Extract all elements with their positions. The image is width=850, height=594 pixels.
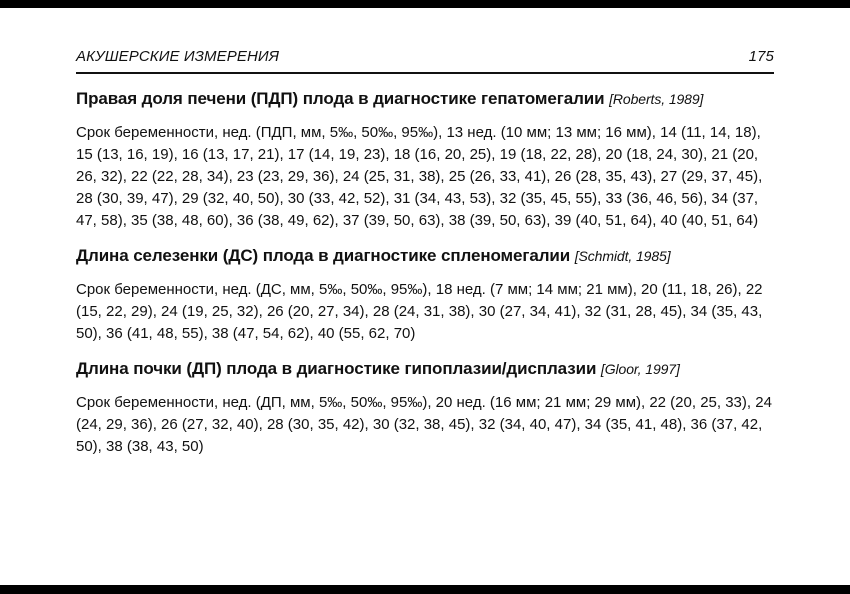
section-kidney [76,358,776,458]
section-citation: [Schmidt, 1985] [574,248,671,264]
section-heading [76,88,776,110]
section-body: Срок беременности, нед. (ДС, мм, 5‰, 50‰, 95‰), 18 нед. (7 мм; 14 мм; 21 мм), 20 (11, 18, 26), 22 (15, 22, 29), 24 (19, 25, 32), 26 (20, 27, 34), 28 (24, 31, 38), 30 (27, 34, 41), 32 (31, 28, 45), 34 (35, 43, 50), 36 (41, 48, 55), 38 (47, 54, 62), 40 (55, 62, 70) [76,281,763,342]
top-border [0,0,850,8]
section-citation: [Gloor, 1997] [600,361,680,377]
section-title: Длина селезенки (ДС) плода в диагностике спленомегалии [76,246,571,265]
section-body: Срок беременности, нед. (ДП, мм, 5‰, 50‰, 95‰), 20 нед. (16 мм; 21 мм; 29 мм), 22 (20, 25, 33), 24 (24, 29, 36), 26 (27, 32, 40), 28 (30, 35, 42), 30 (32, 38, 45), 32 (34, 40, 47), 34 (35, 41, 48), 36 (37, 42, 50), 38 (38, 43, 50) [76,394,772,455]
page-content [76,88,776,458]
running-head [76,48,774,74]
section-title: Длина почки (ДП) плода в диагностике гипоплазии/дисплазии [76,359,597,378]
section-title: Правая доля печени (ПДП) плода в диагностике гепатомегалии [76,89,605,108]
section-heading [76,245,776,267]
page-number: 175 [748,48,774,65]
section-body: Срок беременности, нед. (ПДП, мм, 5‰, 50‰, 95‰), 13 нед. (10 мм; 13 мм; 16 мм), 14 (11, 14, 18), 15 (13, 16, 19), 16 (13, 17, 21), 17 (14, 19, 23), 18 (16, 20, 25), 19 (18, 22, 28), 20 (18, 24, 30), 21 (20, 26, 32), 22 (22, 28, 34), 23 (23, 29, 36), 24 (25, 31, 38), 25 (26, 33, 41), 26 (28, 35, 43), 27 (29, 37, 45), 28 (30, 39, 47), 29 (32, 40, 50), 30 (33, 42, 52), 31 (34, 43, 53), 32 (35, 45, 55), 33 (36, 46, 56), 34 (37, 47, 58), 35 (38, 48, 60), 36 (38, 49, 62), 37 (39, 50, 63), 38 (39, 50, 63), 39 (40, 51, 64), 40 (40, 51, 64) [76,124,763,229]
section-citation: [Roberts, 1989] [609,91,704,107]
section-spleen [76,245,776,345]
section-heading [76,358,776,380]
section-liver [76,88,776,232]
running-head-title: АКУШЕРСКИЕ ИЗМЕРЕНИЯ [76,48,280,65]
bottom-border [0,585,850,594]
